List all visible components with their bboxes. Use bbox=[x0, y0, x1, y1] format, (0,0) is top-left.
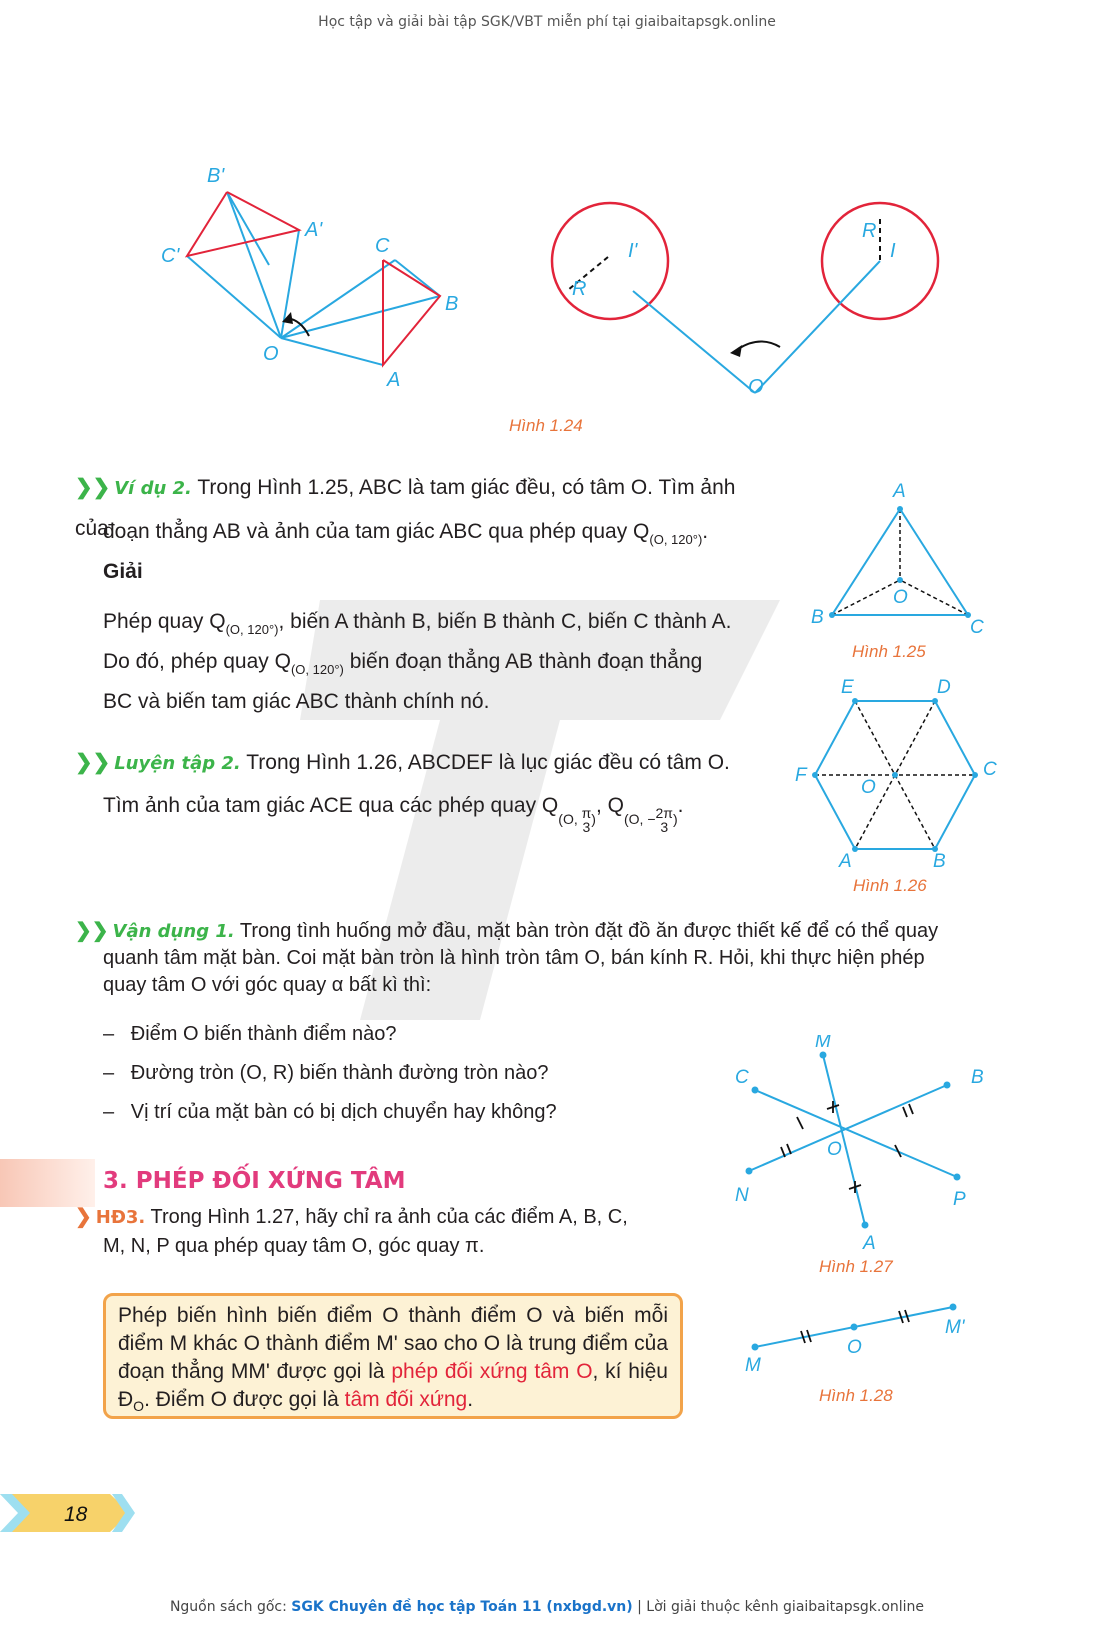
label-B-prime: B' bbox=[207, 165, 225, 187]
example-2-label: Ví dụ 2. bbox=[114, 478, 192, 499]
label-B: B bbox=[811, 607, 824, 628]
label-N: N bbox=[735, 1185, 749, 1206]
label-C: C bbox=[983, 759, 997, 780]
label-A: A bbox=[387, 369, 401, 391]
practice-2-line-1: ❯❯ Luyện tập 2. Trong Hình 1.26, ABCDEF là lục giác đều có tâm O. bbox=[75, 743, 765, 784]
chevron-icon: ❯ bbox=[75, 1206, 92, 1228]
footer-note: Nguồn sách gốc: SGK Chuyên đề học tập Toán 11 (nxbgd.vn) | Lời giải thuộc kênh giaibaitapsgk.online bbox=[169, 1599, 925, 1615]
label-A: A bbox=[863, 1233, 876, 1250]
figure-1-24-caption: Hình 1.24 bbox=[509, 416, 583, 435]
label-F: F bbox=[795, 765, 807, 786]
figure-1-27-caption: Hình 1.27 bbox=[819, 1257, 893, 1276]
page-number-badge bbox=[0, 1494, 135, 1532]
practice-2-label: Luyện tập 2. bbox=[114, 753, 241, 774]
solution-line-3: BC và biến tam giác ABC thành chính nó. bbox=[103, 690, 490, 713]
label-O: O bbox=[263, 343, 279, 365]
section-3-title: 3. PHÉP ĐỐI XỨNG TÂM bbox=[103, 1168, 406, 1194]
label-C: C bbox=[735, 1067, 749, 1088]
label-C: C bbox=[970, 617, 984, 635]
label-C: C bbox=[375, 235, 390, 257]
activity-3-paragraph: ❯ HĐ3. Trong Hình 1.27, hãy chỉ ra ảnh của các điểm A, B, C, M, N, P qua phép quay tâm O, góc quay π. bbox=[75, 1203, 695, 1260]
chevron-icon: ❯❯ bbox=[75, 751, 111, 774]
label-B: B bbox=[971, 1067, 984, 1088]
application-item-1: – Điểm O biến thành điểm nào? bbox=[103, 1023, 397, 1045]
figure-1-28-segment-midpoint bbox=[735, 1295, 985, 1375]
label-O: O bbox=[893, 587, 908, 608]
label-I-prime: I' bbox=[628, 240, 638, 262]
label-D: D bbox=[937, 677, 951, 698]
figure-1-26-regular-hexagon bbox=[795, 675, 1015, 875]
label-O-circle: O bbox=[748, 376, 764, 398]
label-B: B bbox=[933, 851, 946, 872]
label-I: I bbox=[890, 240, 896, 262]
application-item-2: – Đường tròn (O, R) biến thành đường tròn nào? bbox=[103, 1062, 549, 1084]
example-2-line-2: đoạn thẳng AB và ảnh của tam giác ABC qua phép quay $Q_{(O, 120^\circ)}$. bbox=[103, 520, 709, 547]
section-bar bbox=[0, 1159, 95, 1207]
chevron-icon: ❯❯ bbox=[75, 476, 111, 499]
label-M: M bbox=[745, 1355, 761, 1375]
example-2-line-1: ❯❯ Ví dụ 2. Trong Hình 1.25, ABC là tam giác đều, có tâm O. Tìm ảnh của bbox=[75, 468, 755, 549]
label-A: A bbox=[893, 481, 906, 502]
definition-box: Phép biến hình biến điểm O thành điểm O và biến mỗi điểm M khác O thành điểm M' sao cho O là trung điểm của đoạn thẳng MM' được gọi là phép đối xứng tâm O, kí hiệu $Đ_O$. Điểm O được gọi là tâm đối xứng. bbox=[103, 1293, 683, 1419]
label-R-left: R bbox=[572, 278, 587, 300]
label-B: B bbox=[445, 293, 459, 315]
application-1-label: Vận dụng 1. bbox=[112, 921, 235, 942]
figure-1-24-triangle-rotation bbox=[155, 160, 475, 400]
label-M-prime: M' bbox=[945, 1317, 965, 1338]
solution-heading: Giải bbox=[103, 560, 143, 583]
label-P: P bbox=[953, 1189, 966, 1210]
label-O: O bbox=[861, 777, 876, 798]
figure-1-28-caption: Hình 1.28 bbox=[819, 1386, 893, 1405]
figure-1-25-caption: Hình 1.25 bbox=[852, 642, 926, 661]
application-item-3: – Vị trí của mặt bàn có bị dịch chuyển hay không? bbox=[103, 1101, 557, 1123]
label-O: O bbox=[847, 1337, 862, 1358]
label-C-prime: C' bbox=[161, 245, 180, 267]
label-R-right: R bbox=[862, 220, 877, 242]
footer-source: SGK Chuyên đề học tập Toán 11 (nxbgd.vn) bbox=[291, 1599, 633, 1615]
label-A-prime: A' bbox=[305, 219, 323, 241]
figure-1-24-circle-rotation bbox=[550, 195, 950, 405]
application-1-paragraph: ❯❯ Vận dụng 1. Trong tình huống mở đầu, mặt bàn tròn đặt đồ ăn được thiết kế để có thể quay quanh tâm mặt bàn. Coi mặt bàn tròn là hình tròn tâm O, bán kính R. Hỏi, khi thực hiện phép quay tâm O với góc quay α bất kì thì: bbox=[75, 920, 939, 996]
figure-1-26-caption: Hình 1.26 bbox=[853, 876, 927, 895]
solution-line-2: Do đó, phép quay $Q_{(O, 120^\circ)}$ biến đoạn thẳng AB thành đoạn thẳng bbox=[103, 650, 703, 677]
solution-line-1: Phép quay $Q_{(O, 120^\circ)}$, biến A thành B, biến B thành C, biến C thành A. bbox=[103, 610, 732, 637]
label-O: O bbox=[827, 1139, 842, 1160]
figure-1-27-point-symmetry bbox=[735, 1035, 1005, 1250]
activity-3-label: HĐ3. bbox=[95, 1207, 146, 1228]
chevron-icon: ❯❯ bbox=[75, 920, 109, 942]
header-note: Học tập và giải bài tập SGK/VBT miễn phí tại giaibaitapsgk.online bbox=[318, 14, 776, 30]
label-A: A bbox=[839, 851, 852, 872]
practice-2-line-2: Tìm ảnh của tam giác ACE qua các phép quay $Q_{(O, \pi 3)}$, $Q_{(O, -2\pi 3)}$. bbox=[103, 794, 684, 836]
label-E: E bbox=[841, 677, 854, 698]
page-number: 18 bbox=[64, 1503, 88, 1526]
figure-1-25-equilateral-triangle bbox=[805, 475, 995, 635]
label-M: M bbox=[815, 1035, 831, 1052]
